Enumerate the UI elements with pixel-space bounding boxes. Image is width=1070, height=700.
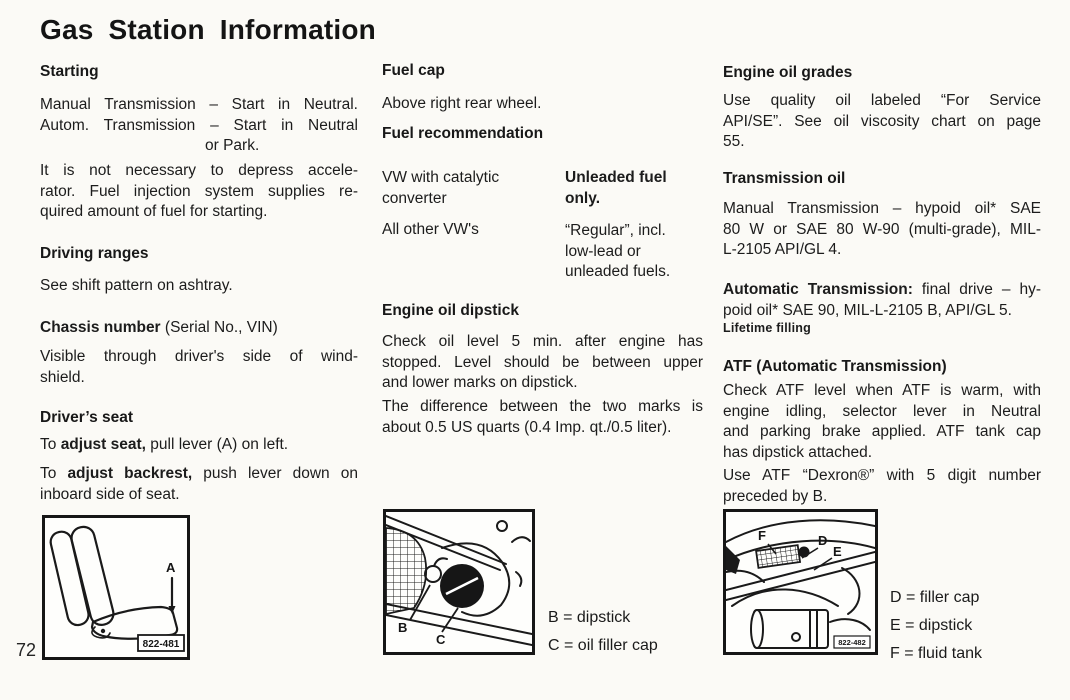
atf-check-paragraph: Check ATF level when ATF is warm, with engine idling, selector lever in Neutral and parking brake applied. ATF tank cap has dipstick attached. xyxy=(723,382,1041,461)
column-middle xyxy=(382,0,703,700)
engine-oil-dipstick-heading: Engine oil dipstick xyxy=(382,302,519,319)
chassis-number-paragraph: Visible through driver's side of wind- shield. xyxy=(40,348,358,386)
fuel-table-cell-all-other-vw: All other VW's xyxy=(382,221,479,238)
fuel-recommendation-heading: Fuel recommendation xyxy=(382,125,544,142)
fuel-table-cell-unleaded-only: Unleaded fuel only. xyxy=(565,169,667,207)
transmission-oil-heading: Transmission oil xyxy=(723,170,846,187)
seat-illustration xyxy=(45,518,187,657)
fuel-table-cell-vw-catalytic: VW with catalytic converter xyxy=(382,169,500,207)
atf-illustration xyxy=(726,512,875,652)
chassis-number-heading: Chassis number (Serial No., VIN) xyxy=(40,319,278,336)
driving-ranges-text: See shift pattern on ashtray. xyxy=(40,277,233,294)
dipstick-difference-paragraph: The difference between the two marks is about 0.5 US quarts (0.4 Imp. qt./0.5 liter). xyxy=(382,398,703,436)
oil-label-c: C xyxy=(436,632,446,647)
lifetime-filling-heading: Lifetime filling xyxy=(723,321,811,335)
accelerator-paragraph: It is not necessary to depress accele- rator. Fuel injection system supplies re- quired amount of fuel for starting. xyxy=(40,162,358,220)
atf-label-d: D xyxy=(818,533,828,548)
manual-transmission-paragraph: Manual Transmission – hypoid oil* SAE 80 W or SAE 80 W-90 (multi-grade), MIL- L-2105 API/GL 4. xyxy=(723,200,1041,258)
engine-oil-grades-heading: Engine oil grades xyxy=(723,64,853,81)
fuel-cap-heading: Fuel cap xyxy=(382,62,445,79)
atf-label-e: E xyxy=(833,544,842,559)
oil-grades-paragraph: Use quality oil labeled “For Service API/SE”. See oil viscosity chart on page 55. xyxy=(723,92,1041,150)
fuel-cap-text: Above right rear wheel. xyxy=(382,95,542,112)
seat-label-a: A xyxy=(166,560,176,575)
atf-heading: ATF (Automatic Transmission) xyxy=(723,358,947,375)
drivers-seat-heading: Driver’s seat xyxy=(40,409,134,426)
starting-heading: Starting xyxy=(40,63,99,80)
adjust-backrest-paragraph: To adjust backrest, push lever down on inboard side of seat. xyxy=(40,465,358,503)
atf-figure xyxy=(723,509,878,655)
page-number: 72 xyxy=(16,640,37,660)
oil-label-b: B xyxy=(398,620,408,635)
check-oil-paragraph: Check oil level 5 min. after engine has stopped. Level should be between upper and lower marks on dipstick. xyxy=(382,333,703,391)
engine-oil-illustration xyxy=(386,512,532,652)
page-title: Gas Station Information xyxy=(40,14,376,45)
seat-figure xyxy=(42,515,190,660)
column-right xyxy=(723,0,1041,700)
atf-figure-legend: D = filler cap E = dipstick F = fluid tank xyxy=(890,589,983,662)
adjust-seat-text: To adjust seat, pull lever (A) on left. xyxy=(40,436,289,453)
driving-ranges-heading: Driving ranges xyxy=(40,245,149,262)
atf-label-f: F xyxy=(758,528,766,543)
engine-oil-figure xyxy=(383,509,535,655)
transmission-start-paragraph: Manual Transmission – Start in Neutral. Autom. Transmission – Start in Neutral or Park. xyxy=(40,96,358,154)
automatic-transmission-paragraph: Automatic Transmission: final drive – hy- poid oil* SAE 90, MIL-L-2105 B, API/GL 5. xyxy=(723,281,1041,319)
use-atf-paragraph: Use ATF “Dexron®” with 5 digit number preceded by B. xyxy=(723,467,1041,505)
seat-figure-tag: 822-481 xyxy=(142,639,180,650)
fuel-table-cell-regular: “Regular”, incl. low-lead or unleaded fuels. xyxy=(565,222,671,280)
engine-oil-figure-legend: B = dipstick C = oil filler cap xyxy=(548,609,658,654)
atf-figure-tag: 822-482 xyxy=(838,638,866,647)
column-left xyxy=(40,0,358,700)
